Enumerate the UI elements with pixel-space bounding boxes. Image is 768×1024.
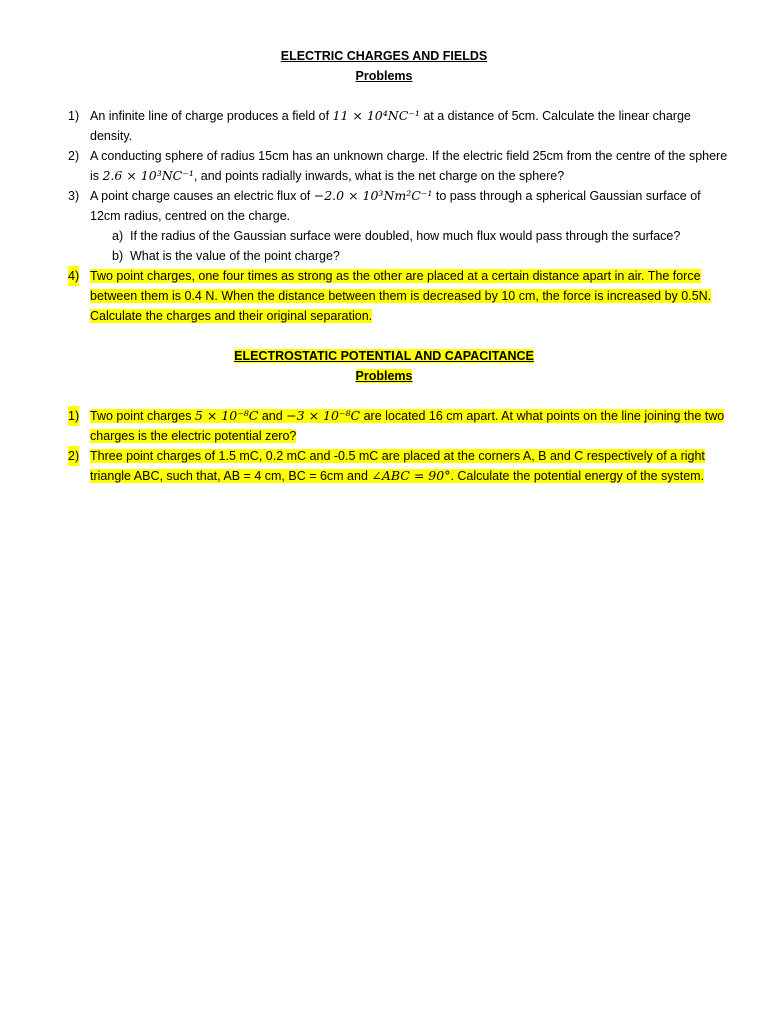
problem-text: Three point charges of 1.5 mC, 0.2 mC and -0.5 mC are placed at the corners A, B and C respectively of a right triangle ABC, such that, AB = 4 cm, BC = 6cm and ∠ABC = 90°. Calculate the potential energy of the system.	[90, 449, 705, 483]
problem-item	[68, 146, 728, 186]
problem-text: An infinite line of charge produces a field of 11 × 10⁴NC⁻¹ at a distance of 5cm. Calculate the linear charge density.	[90, 108, 691, 143]
problem-number: 1)	[68, 406, 79, 426]
subproblem-letter: a)	[112, 229, 124, 243]
problem-number: 1)	[68, 109, 80, 123]
math-expression: 2.6 × 10³NC⁻¹	[102, 168, 194, 183]
math-expression: 5 × 10⁻⁸C	[194, 408, 259, 423]
section-subtitle-problems: Problems	[355, 369, 413, 383]
subproblem-letter: b)	[112, 249, 124, 263]
subproblem-text: What is the value of the point charge?	[130, 249, 340, 263]
problem-item-highlighted	[68, 266, 728, 326]
problem-number: 4)	[68, 266, 79, 286]
problem-text: A point charge causes an electric flux of −2.0 × 10³Nm²C⁻¹ to pass through a spherical Gaussian surface of 12cm radius, centred on the charge.	[90, 188, 701, 223]
problem-item-highlighted	[68, 406, 728, 446]
math-expression: −3 × 10⁻⁸C	[286, 408, 361, 423]
problem-text: Two point charges, one four times as strong as the other are placed at a certain distance apart in air. The force between them is 0.4 N. When the distance between them is decreased by 10 cm, the force is increased by 0.5N. Calculate the charges and their original separation.	[90, 269, 712, 323]
problem-number: 2)	[68, 149, 80, 163]
section-title-electric-charges: ELECTRIC CHARGES AND FIELDS	[280, 49, 488, 63]
problem-item-highlighted	[68, 446, 728, 486]
problem-number: 3)	[68, 189, 80, 203]
section-subtitle-problems: Problems	[355, 69, 413, 83]
problem-text: A conducting sphere of radius 15cm has an unknown charge. If the electric field 25cm from the centre of the sphere is 2.6 × 10³NC⁻¹, and points radially inwards, what is the net charge on the sphere?	[90, 149, 728, 183]
problem-number: 2)	[68, 446, 79, 466]
subproblem-item	[112, 226, 712, 246]
problem-item	[68, 186, 728, 226]
subproblem-text: If the radius of the Gaussian surface were doubled, how much flux would pass through the surface?	[130, 229, 681, 243]
subproblem-item	[112, 246, 712, 266]
problem-text: Two point charges 5 × 10⁻⁸C and −3 × 10⁻⁸C are located 16 cm apart. At what points on the line joining the two charges is the electric potential zero?	[90, 408, 725, 443]
math-expression: 11 × 10⁴NC⁻¹	[332, 108, 420, 123]
problem-item	[68, 106, 728, 146]
math-expression: ∠ABC = 90°	[371, 468, 451, 483]
math-expression: −2.0 × 10³Nm²C⁻¹	[313, 188, 433, 203]
section-title-electrostatic-potential: ELECTROSTATIC POTENTIAL AND CAPACITANCE	[234, 349, 534, 363]
